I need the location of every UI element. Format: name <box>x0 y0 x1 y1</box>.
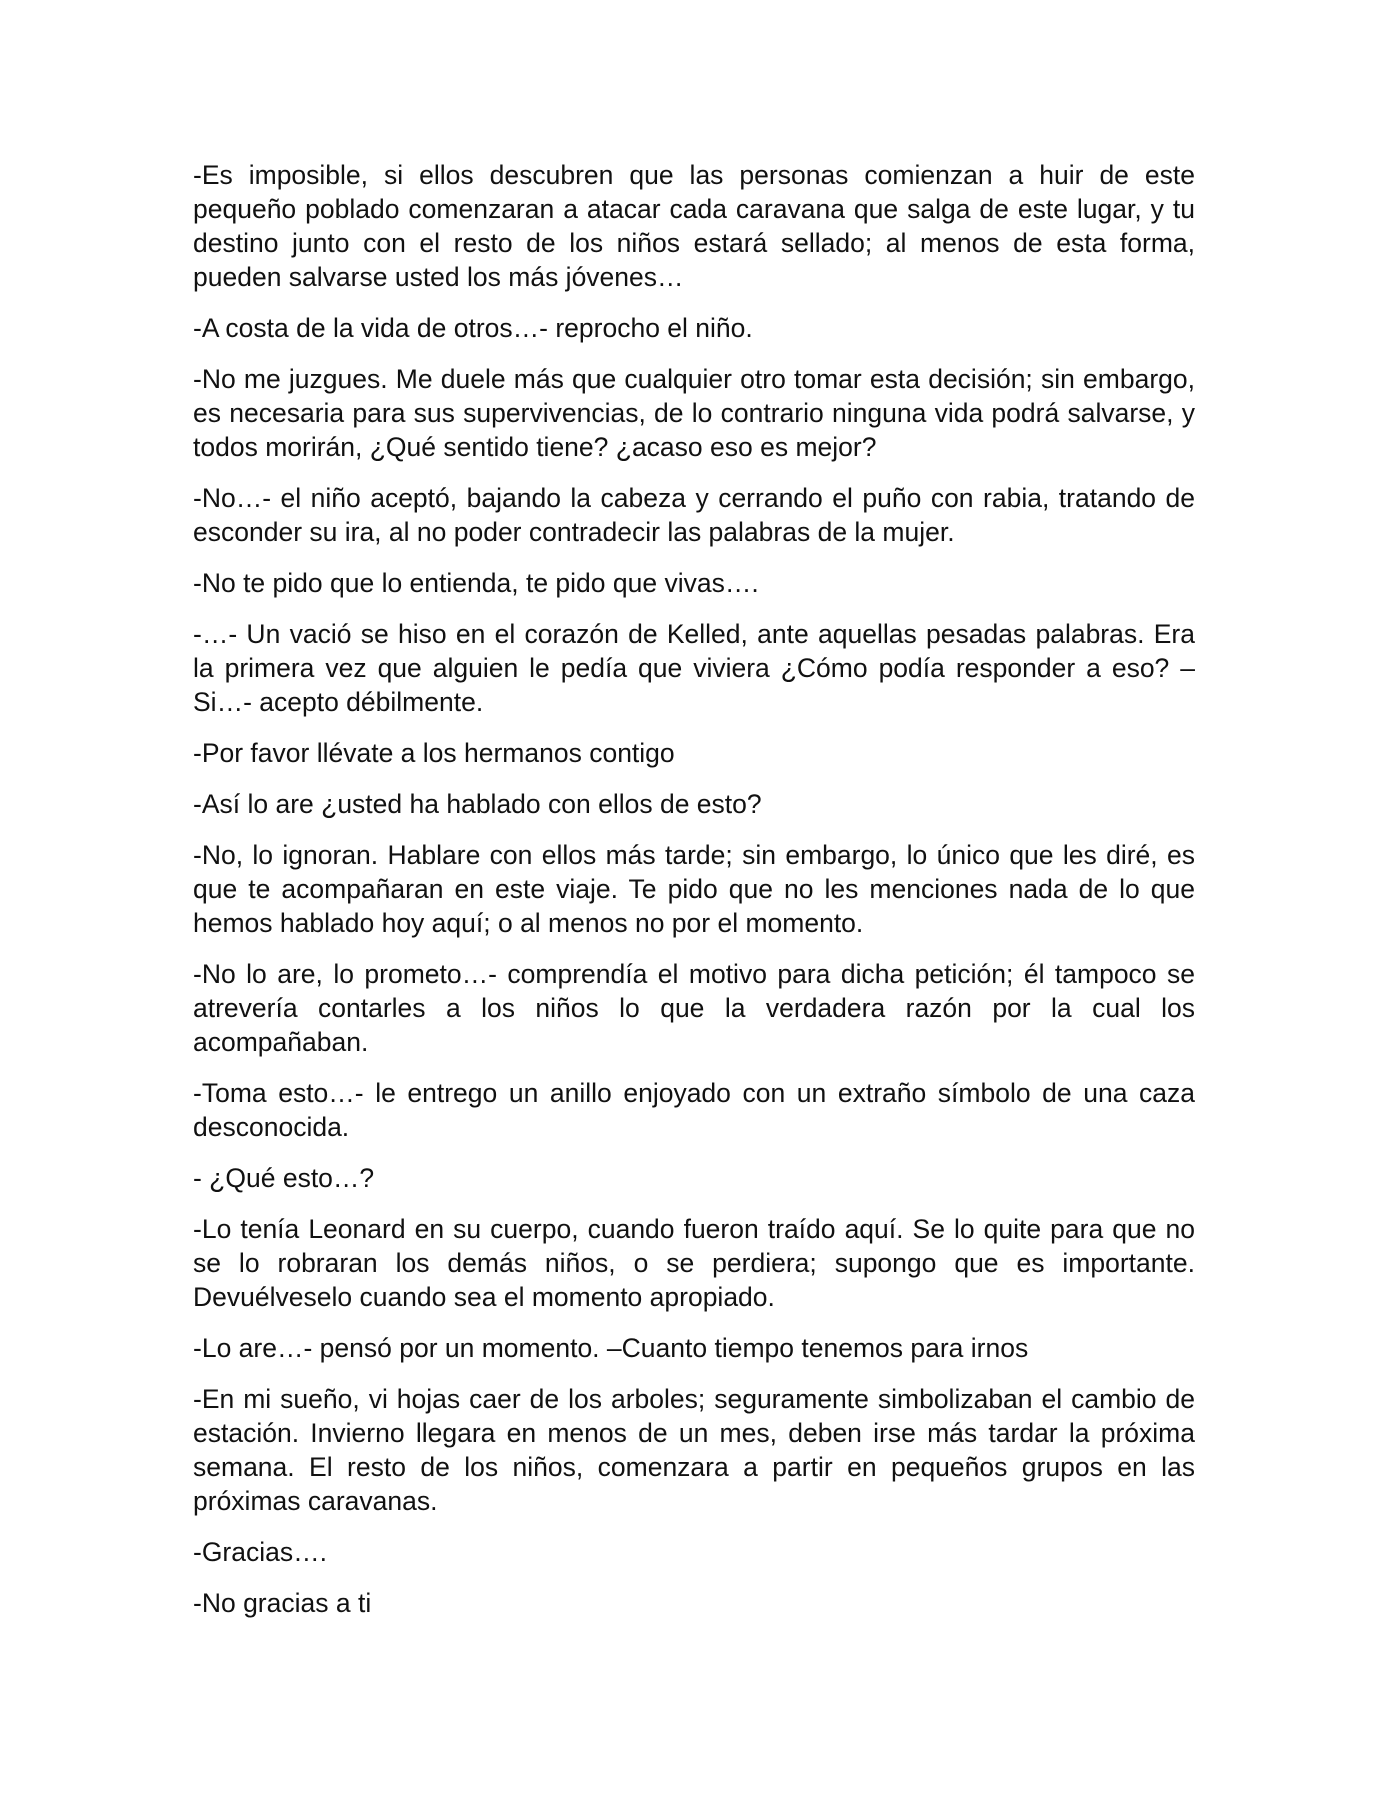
paragraph-8: -Así lo are ¿usted ha hablado con ellos de esto? <box>193 789 762 819</box>
paragraph-9: -No, lo ignoran. Hablare con ellos más tarde; sin embargo, lo único que les diré, es que te acompañaran en este viaje. Te pido que no les menciones nada de lo que hemos hablado hoy aquí; o al menos no por el momento. <box>193 840 1195 938</box>
paragraph-12: - ¿Qué esto…? <box>193 1163 375 1193</box>
paragraph-5: -No te pido que lo entienda, te pido que vivas…. <box>193 568 759 598</box>
paragraph-2: -A costa de la vida de otros…- reprocho el niño. <box>193 313 753 343</box>
paragraph-16: -Gracias…. <box>193 1537 327 1567</box>
paragraph-13: -Lo tenía Leonard en su cuerpo, cuando fueron traído aquí. Se lo quite para que no se lo robraran los demás niños, o se perdiera; supongo que es importante. Devuélveselo cuando sea el momento apropiado. <box>193 1214 1195 1312</box>
paragraph-14: -Lo are…- pensó por un momento. –Cuanto tiempo tenemos para irnos <box>193 1333 1029 1363</box>
document-page <box>193 158 1195 1637</box>
paragraph-1: -Es imposible, si ellos descubren que las personas comienzan a huir de este pequeño poblado comenzaran a atacar cada caravana que salga de este lugar, y tu destino junto con el resto de los niños estará sellado; al menos de esta forma, pueden salvarse usted los más jóvenes… <box>193 160 1195 292</box>
paragraph-15: -En mi sueño, vi hojas caer de los arboles; seguramente simbolizaban el cambio de estación. Invierno llegara en menos de un mes, deben irse más tardar la próxima semana. El resto de los niños, comenzara a partir en pequeños grupos en las próximas caravanas. <box>193 1384 1195 1516</box>
paragraph-6: -…- Un vació se hiso en el corazón de Kelled, ante aquellas pesadas palabras. Era la primera vez que alguien le pedía que viviera ¿Cómo podía responder a eso? –Si…- acepto débilmente. <box>193 619 1195 717</box>
paragraph-11: -Toma esto…- le entrego un anillo enjoyado con un extraño símbolo de una caza desconocida. <box>193 1078 1195 1142</box>
paragraph-3: -No me juzgues. Me duele más que cualquier otro tomar esta decisión; sin embargo, es necesaria para sus supervivencias, de lo contrario ninguna vida podrá salvarse, y todos morirán, ¿Qué sentido tiene? ¿acaso eso es mejor? <box>193 364 1195 462</box>
paragraph-10: -No lo are, lo prometo…- comprendía el motivo para dicha petición; él tampoco se atrevería contarles a los niños lo que la verdadera razón por la cual los acompañaban. <box>193 959 1195 1057</box>
paragraph-7: -Por favor llévate a los hermanos contigo <box>193 738 675 768</box>
paragraph-17: -No gracias a ti <box>193 1588 372 1618</box>
paragraph-4: -No…- el niño aceptó, bajando la cabeza y cerrando el puño con rabia, tratando de esconder su ira, al no poder contradecir las palabras de la mujer. <box>193 483 1195 547</box>
